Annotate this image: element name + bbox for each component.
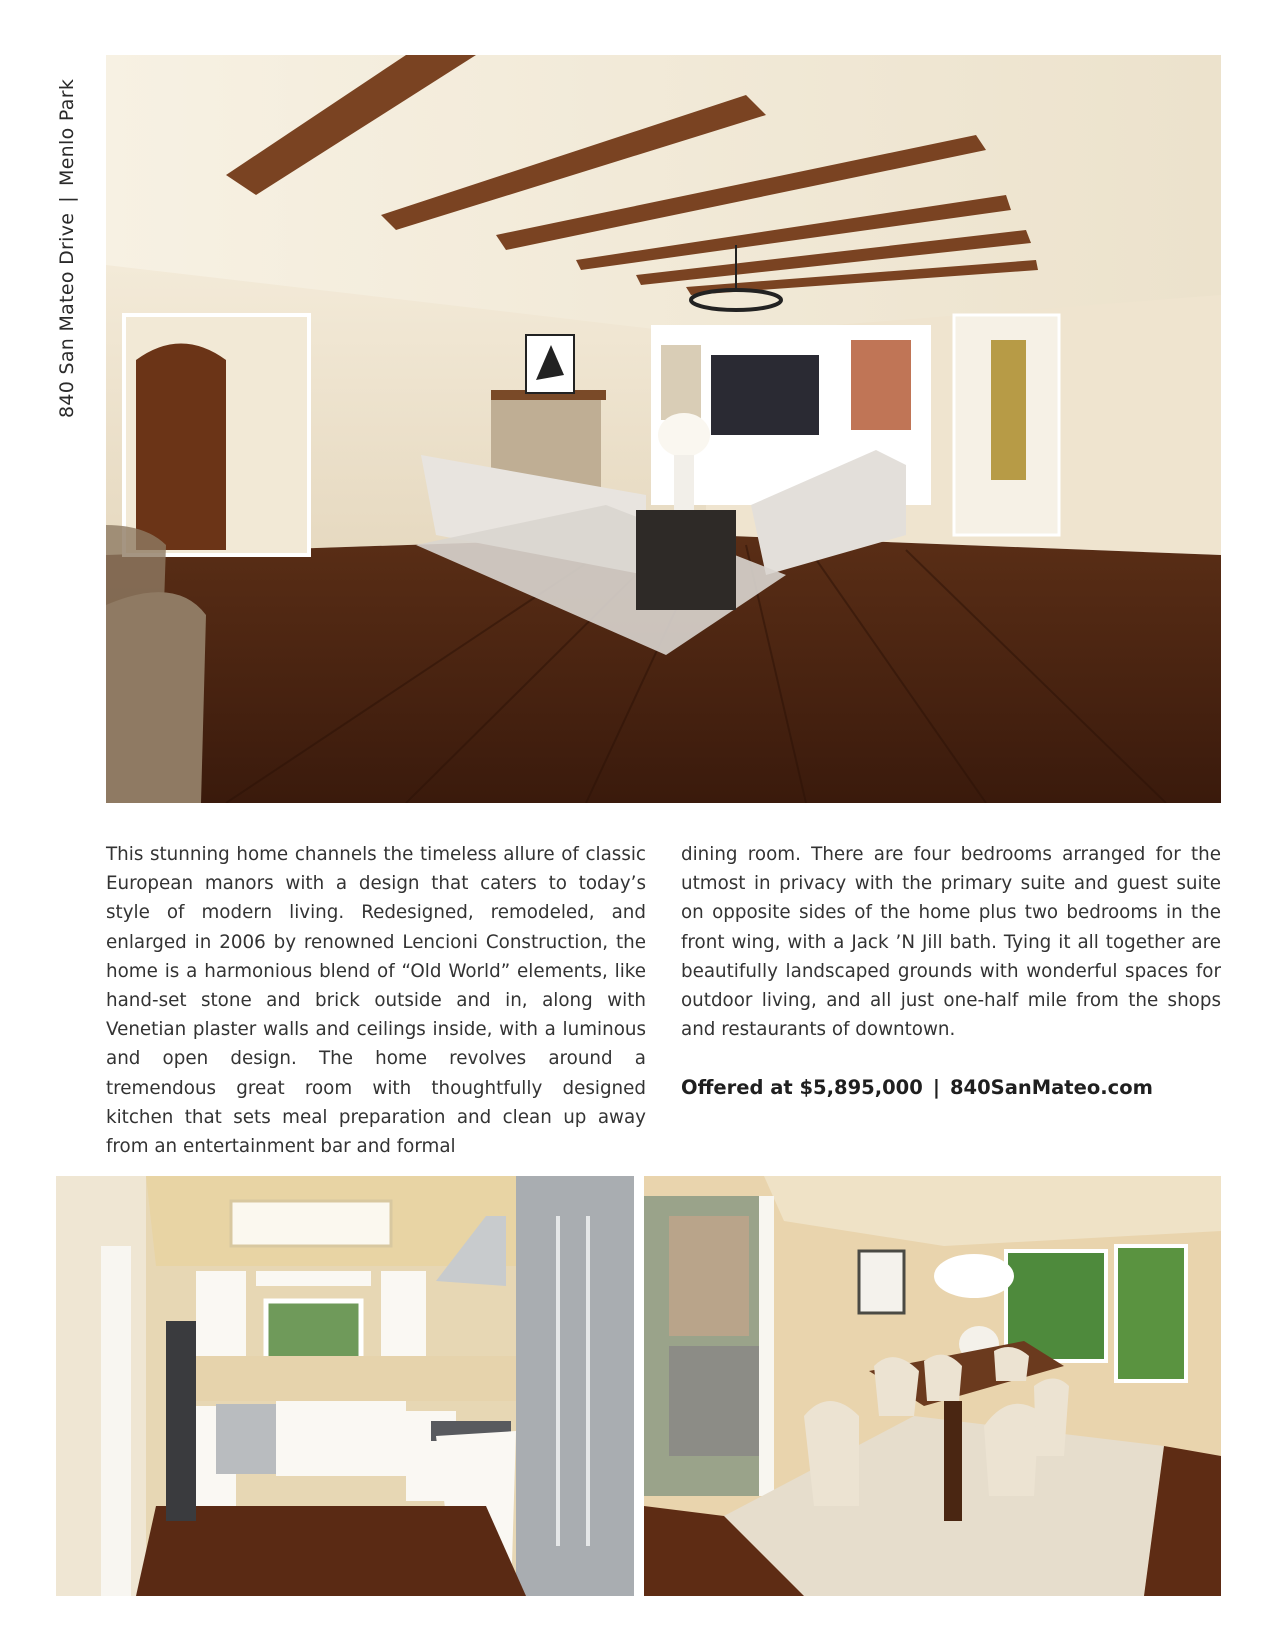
dining-room-photo [644,1176,1221,1596]
address-separator: | [56,196,78,203]
description-text-1: This stunning home channels the timeless allure of classic European manors with a design that caters to today’s style of modern living. Redesigned, remodeled, and enlarged in 2006 by renowned Lencioni Construction, the home is a harmonious blend of “Old World” elements, like hand-set stone and brick outside and in, along with Venetian plaster walls and ceilings inside, with a luminous and open design. The home revolves around a tremendous great room with thoughtfully designed kitchen that sets meal preparation and clean up away from an entertainment bar and formal [106,844,646,1158]
offer-separator: | [932,1076,940,1099]
price-text: Offered at $5,895,000 [681,1076,923,1099]
website-link[interactable]: 840SanMateo.com [949,1076,1153,1099]
description-column-left [106,840,646,1161]
description-text-2: dining room. There are four bedrooms arranged for the utmost in privacy with the primary suite and guest suite on opposite sides of the home plus two bedrooms in the front wing, with a Jack ’N Jill bath. Tying it all together are beautifully landscaped grounds with wonderful spaces for outdoor living, and all just one-half mile from the shops and restaurants of downtown. [681,844,1221,1041]
city-text: Menlo Park [56,78,78,186]
kitchen-photo [56,1176,634,1596]
great-room-photo [106,55,1221,803]
description-column-right [681,840,1221,1044]
offer-line [681,1076,1153,1099]
side-address-label [52,58,82,418]
address-text: 840 San Mateo Drive [56,212,78,418]
